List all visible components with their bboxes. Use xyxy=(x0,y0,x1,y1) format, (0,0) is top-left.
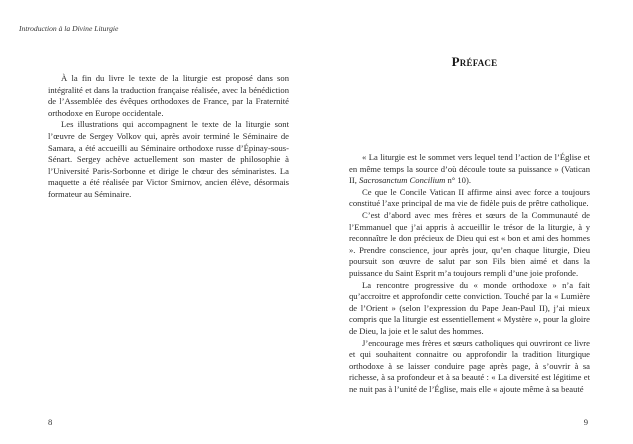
paragraph: Ce que le Concile Vatican II affirme ainsi avec force a toujours constitué l’axe principal de ma vie de fidèle puis de prêtre catholique. xyxy=(349,186,590,209)
chapter-title: Préface xyxy=(451,54,498,69)
page-number: 8 xyxy=(48,417,53,427)
epigraph-quote xyxy=(349,152,590,187)
paragraph: Les illustrations qui accompagnent le texte de la liturgie sont l’œuvre de Sergey Volkov qui, après avoir terminé le Séminaire de Samara, a été accueilli au Séminaire orthodoxe russe d’Épinay-sous-Sénart. Sergey achève actuellement son master de philosophie à l’Université Paris-Sorbonne et dirige le chœur des séminaristes. La maquette a été réalisée par Victor Smirnov, ancien élève, désormais formateur au Séminaire. xyxy=(48,119,289,199)
paragraph: J’encourage mes frères et sœurs catholiques qui ouvriront ce livre et qui souhaitent connaitre ou approfondir la tradition liturgique orthodoxe à se laisser conduire page après page, à s’ouvrir à sa richesse, à sa profondeur et à sa beauté : « La diversité est légitime et ne nuit pas à l’unité de l’Église, mais elle « ajoute même à sa beauté xyxy=(349,337,590,394)
paragraph: C’est d’abord avec mes frères et sœurs de la Communauté de l’Emmanuel que j’ai appris à accueillir le trésor de la liturgie, à y reconnaître le don précieux de Dieu qui est « bon et ami des hommes ». Prendre conscience, jour après jour, qu’en chaque liturgie, Dieu poursuit son œuvre de salut par son Fils bien aimé et dans la puissance du Saint Esprit m’a toujours rempli d’une joie profonde. xyxy=(349,209,590,278)
quote-source: Sacrosanctum Concilium xyxy=(359,175,446,186)
left-page xyxy=(0,0,316,444)
page-number: 9 xyxy=(583,417,588,427)
right-page xyxy=(316,0,633,444)
left-body-text xyxy=(48,73,289,201)
running-head: Introduction à la Divine Liturgie xyxy=(19,24,119,33)
right-body-text xyxy=(349,152,590,395)
quote-source-end: n° 10). xyxy=(445,175,471,186)
paragraph: À la fin du livre le texte de la liturgie est proposé dans son intégralité et dans la traduction française réalisée, avec la bénédiction de l’Assemblée des évêques orthodoxes de France, par la Fraternité orthodoxe en Europe occidentale. xyxy=(48,73,289,118)
paragraph: La rencontre progressive du « monde orthodoxe » n’a fait qu’accroitre et approfondir cette conviction. Touché par la « Lumière de l’Orient » (selon l’expression du Pape Jean-Paul II), j’ai mieux compris que la liturgie est essentiellement « Mystère », pour la gloire de Dieu, la joie et le salut des hommes. xyxy=(349,279,590,336)
quote-text: « La liturgie est le sommet vers lequel tend l’action de l’Église et en même temps la source d’où découle toute sa puissance » (Vatican II, xyxy=(349,152,590,186)
